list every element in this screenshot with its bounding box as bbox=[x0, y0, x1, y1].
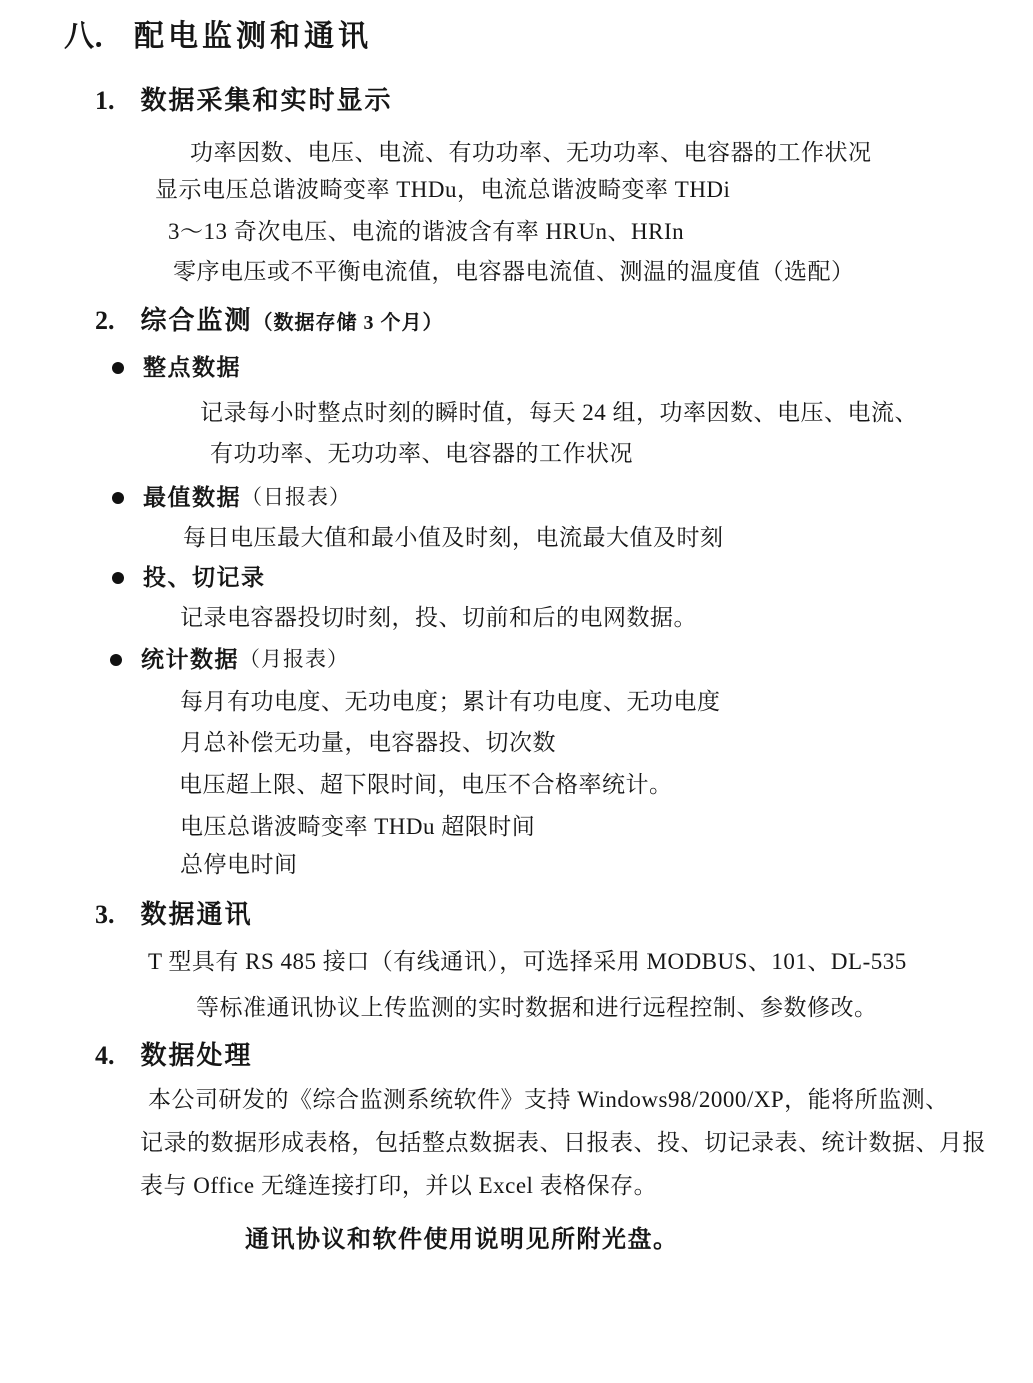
paragraph-line: 月总补偿无功量，电容器投、切次数 bbox=[180, 730, 556, 755]
paragraph-line: 每月有功电度、无功电度；累计有功电度、无功电度 bbox=[180, 689, 721, 714]
bullet-label: 最值数据 bbox=[143, 485, 241, 510]
paragraph-line: 电压总谐波畸变率 THDu 超限时间 bbox=[180, 814, 536, 839]
bullet-icon bbox=[110, 654, 122, 666]
section-1-number: 1. bbox=[95, 86, 115, 115]
bullet-note: （日报表） bbox=[241, 485, 351, 509]
chapter-number: 八． bbox=[64, 20, 124, 53]
section-1-heading bbox=[95, 88, 393, 114]
paragraph-line: 记录每小时整点时刻的瞬时值，每天 24 组，功率因数、电压、电流、 bbox=[200, 400, 918, 425]
paragraph-line: 本公司研发的《综合监测系统软件》支持 Windows98/2000/XP，能将所监测、 bbox=[148, 1087, 949, 1112]
bullet-item-hourly-data bbox=[112, 356, 241, 379]
chapter-title-text: 配电监测和通讯 bbox=[134, 20, 372, 53]
paragraph-line: 记录电容器投切时刻，投、切前和后的电网数据。 bbox=[180, 605, 697, 630]
paragraph-line: 记录的数据形成表格，包括整点数据表、日报表、投、切记录表、统计数据、月报 bbox=[140, 1130, 986, 1155]
paragraph-line: 有功功率、无功功率、电容器的工作状况 bbox=[210, 441, 633, 466]
section-3-title: 数据通讯 bbox=[140, 900, 253, 929]
paragraph-line: 电压超上限、超下限时间，电压不合格率统计。 bbox=[179, 772, 673, 797]
section-2-heading bbox=[95, 308, 444, 334]
chapter-title bbox=[64, 22, 372, 52]
section-2-title: 综合监测 bbox=[140, 306, 253, 335]
section-3-number: 3. bbox=[95, 900, 115, 929]
bullet-item-extreme-data bbox=[112, 486, 351, 509]
section-2-note: （数据存储 3 个月） bbox=[252, 312, 444, 334]
section-3-heading bbox=[95, 902, 253, 928]
section-4-heading bbox=[95, 1043, 253, 1069]
bullet-note: （月报表） bbox=[239, 647, 349, 671]
paragraph-line: 等标准通讯协议上传监测的实时数据和进行远程控制、参数修改。 bbox=[196, 995, 878, 1020]
footer-note: 通讯协议和软件使用说明见所附光盘。 bbox=[245, 1227, 679, 1253]
paragraph-line: 3～13 奇次电压、电流的谐波含有率 HRUn、HRIn bbox=[168, 219, 685, 244]
bullet-item-switch-record bbox=[112, 566, 266, 589]
section-4-number: 4. bbox=[95, 1041, 115, 1070]
bullet-icon bbox=[112, 572, 124, 584]
bullet-icon bbox=[112, 362, 124, 374]
section-2-number: 2. bbox=[95, 306, 115, 335]
paragraph-line: 总停电时间 bbox=[180, 852, 298, 877]
bullet-icon bbox=[112, 492, 124, 504]
bullet-label: 投、切记录 bbox=[143, 565, 266, 590]
section-4-title: 数据处理 bbox=[140, 1041, 253, 1070]
paragraph-line: 零序电压或不平衡电流值，电容器电流值、测温的温度值（选配） bbox=[173, 259, 855, 284]
bullet-label: 整点数据 bbox=[143, 355, 241, 380]
paragraph-line: 显示电压总谐波畸变率 THDu，电流总谐波畸变率 THDi bbox=[155, 177, 731, 202]
paragraph-line: T 型具有 RS 485 接口（有线通讯），可选择采用 MODBUS、101、DL-535 bbox=[148, 949, 907, 974]
paragraph-line: 功率因数、电压、电流、有功功率、无功功率、电容器的工作状况 bbox=[190, 140, 872, 165]
bullet-item-statistics-data bbox=[110, 648, 349, 671]
paragraph-line: 表与 Office 无缝连接打印，并以 Excel 表格保存。 bbox=[140, 1173, 658, 1198]
bullet-label: 统计数据 bbox=[141, 647, 239, 672]
section-1-title: 数据采集和实时显示 bbox=[140, 86, 393, 115]
paragraph-line: 每日电压最大值和最小值及时刻，电流最大值及时刻 bbox=[183, 525, 724, 550]
